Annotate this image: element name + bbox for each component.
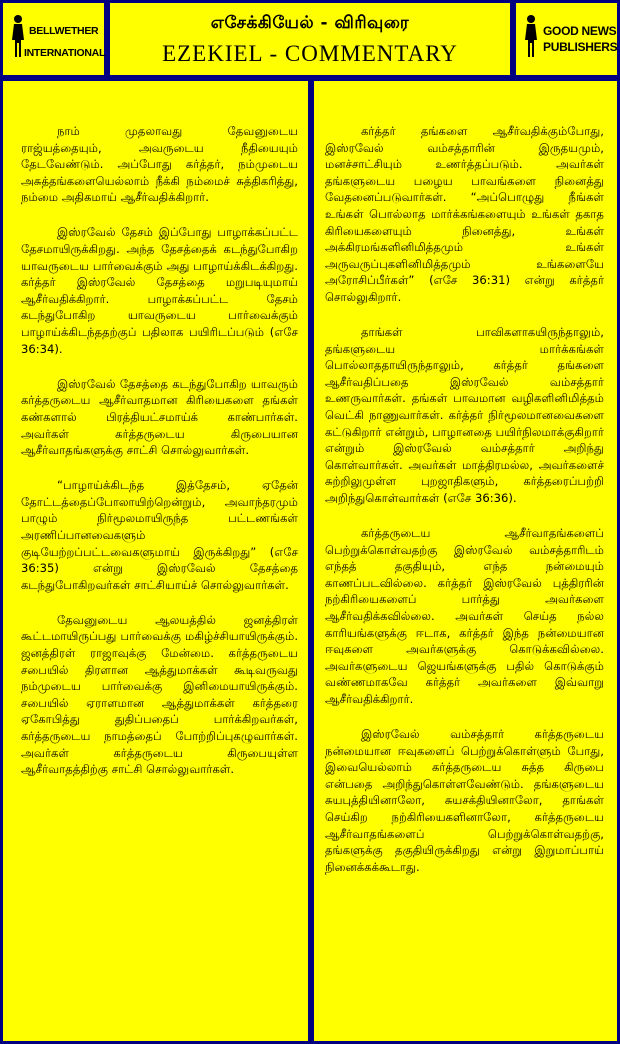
paragraph: நாம் முதலாவது தேவனுடைய ராஜ்யத்தையும், அவருடைய நீதியையும் தேடவேண்டும். அப்போது கர்த்தர், நம்முடைய அசுத்தங்களையெல்லாம் நீக்கி நம்மைச் சுத்திகரித்து, நம்மை அதிகமாய் ஆசீர்வதிக்கிறார். — [21, 124, 298, 205]
right-column — [314, 81, 617, 1041]
paragraph: இஸ்ரவேல் தேசம் இப்போது பாழாக்கப்பட்ட தேசமாயிருக்கிறது. அந்த தேசத்தைக் கடந்துபோகிற யாவருடைய பார்வைக்கும் அது பாழாய்க்கிடக்கிறது. கர்த்தர் இஸ்ரவேல் தேசத்தை மறுபடியுமாய் ஆசீர்வதிக்கிறார். பாழாக்கப்பட்ட தேசம் கடந்துபோகிற யாவருடைய பார்வைக்கும் பாழாய்க்கிடந்ததற்குப் பதிலாக பயிரிடப்படும் (எசே 36:34). — [21, 225, 298, 356]
paragraph: “பாழாய்க்கிடந்த இத்தேசம், ஏதேன் தோட்டத்தைப்போலாயிற்றென்றும், அவாந்தரமும் பாழும் நிர்மூலமாயிருந்த பட்டணங்கள் அரணிப்பானவைகளும் குடியேற்றப்பட்டவைகளுமாய் இருக்கிறது” (எசே 36:35) என்று இஸ்ரவேல் தேசத்தை கடந்துபோகிறவர்கள் சாட்சியாய்ச் சொல்லுவார்கள். — [21, 478, 298, 592]
bellwether-logo — [3, 3, 104, 75]
right-column-text — [325, 123, 604, 894]
title-english: EZEKIEL - COMMENTARY — [162, 41, 458, 66]
good-news-logo — [516, 3, 617, 75]
paragraph: இஸ்ரவேல் வம்சத்தார் கர்த்தருடைய நன்மையான ஈவுகளைப் பெற்றுக்கொள்ளும் போது, இவையெல்லாம் கர்த்தருடைய சுத்த கிருபை என்பதை அறிந்துகொள்ளவேண்டும். தங்களுடைய சுயபுத்தியினாலோ, சுயசக்தியினாலோ, தாங்கள் செய்கிற நற்கிரியைகளினாலோ, கர்த்தருடைய ஆசீர்வாதங்களைப் பெற்றுக்கொள்வதற்கு, தங்களுக்கு தகுதியிருக்கிறது என்று இறுமாப்பாய் நினைக்கக்கூடாது. — [325, 727, 604, 874]
logo-right-line2: PUBLISHERS — [543, 40, 618, 54]
logo-right-line1: GOOD NEWS — [543, 24, 617, 38]
paragraph: கர்த்தர் தங்களை ஆசீர்வதிக்கும்போது, இஸ்ரவேல் வம்சத்தாரின் இருதயமும், மனச்சாட்சியும் உணர்த்தப்படும். அவர்கள் தங்களுடைய பழைய பாவங்களை நினைத்து வேதனைப்படுவார்கள். “அப்பொழுது நீங்கள் உங்கள் பொல்லாத மார்க்கங்களையும் உங்கள் தகாத கிரியைகளையும் நினைத்து, உங்கள் அக்கிரமங்களினிமித்தமும் உங்கள் அருவருப்புகளினிமித்தமும் உங்களையே அரோசிப்பீர்கள்” (எசே 36:31) என்று கர்த்தர் சொல்லுகிறார். — [325, 124, 604, 304]
paragraph: தாங்கள் பாவிகளாகயிருந்தாலும், தங்களுடைய மார்க்கங்கள் பொல்லாததாயிருந்தாலும், கர்த்தர் தங்களை ஆசீர்வதிப்பதை இஸ்ரவேல் வம்சத்தார் உணருவார்கள். தங்கள் பாவமான வழிகளினிமித்தம் வெட்கி நாணுவார்கள். கர்த்தர் நிர்மூலமானவைகளை கட்டுகிறார் என்றும், பாழானதை பயிர்நிலமாக்குகிறார் என்றும் இஸ்ரவேல் வம்சத்தார் அறிந்து கொள்வார்கள். அவர்கள் மாத்திரமல்ல, அவர்களைச் சுற்றிலுமுள்ள புறஜாதிகளும், கர்த்தரைப்பற்றி அறிந்துகொள்வார்கள் (எசே 36:36). — [325, 325, 604, 505]
paragraph: இஸ்ரவேல் தேசத்தை கடந்துபோகிற யாவரும் கர்த்தருடைய ஆசீர்வாதமான கிரியைகளை தங்கள் கண்களால் பிரத்தியட்சமாய்க் காண்பார்கள். அவர்கள் கர்த்தருடைய கிருபையான ஆசீர்வாதங்களுக்கு சாட்சி சொல்லுவார்கள். — [21, 376, 298, 458]
title-tamil: எசேக்கியேல் - விரிவுரை — [210, 13, 410, 33]
logo-left-line1: BELLWETHER — [29, 25, 99, 37]
paragraph: கர்த்தருடைய ஆசீர்வாதங்களைப் பெற்றுக்கொள்வதற்கு இஸ்ரவேல் வம்சத்தாரிடம் எந்தத் தகுதியும், எந்த நன்மையும் காணப்படவில்லை. கர்த்தர் இஸ்ரவேல் புத்திரரின் நற்கிரியைகளைப் பார்த்து அவர்களை ஆசீர்வதிக்கவில்லை. அவர்கள் செய்த நல்ல காரியங்களுக்கு ஈடாக, கர்த்தர் இந்த நன்மையான ஈவுகளை அவர்களுக்கு கொடுக்கவில்லை. அவர்களுடைய ஜெயங்களுக்கு பதில் கொடுக்கும் வண்ணமாகவே கர்த்தர் அவர்களை இவ்வாறு ஆசீர்வதிக்கிறார். — [325, 526, 604, 706]
logo-left-line2: INTERNATIONAL — [24, 47, 106, 59]
left-column-text — [21, 123, 298, 796]
paragraph: தேவனுடைய ஆலயத்தில் ஜனத்திரள் கூட்டமாயிருப்பது பார்வைக்கு மகிழ்ச்சியாயிருக்கும். ஜனத்திரள் ராஜாவுக்கு மேன்மை. கர்த்தருடைய சபையில் திரளான ஆத்துமாக்கள் கூடிவருவது நம்முடைய பார்வைக்கு இனிமையாயிருக்கும். சபையில் ஏராளமான ஆத்துமாக்கள் கர்த்தரை ஏகோபித்து துதிப்பதைப் பார்க்கிறவர்கள், கர்த்தருடைய நாமத்தைப் போற்றிப்புகழுவார்கள். அவர்கள் கர்த்தருடைய கிருபையுள்ள ஆசீர்வாதத்திற்கு சாட்சி சொல்லுவார்கள். — [21, 612, 298, 777]
left-column — [3, 81, 308, 1041]
figure-icon — [523, 14, 539, 58]
page-header — [110, 3, 510, 75]
